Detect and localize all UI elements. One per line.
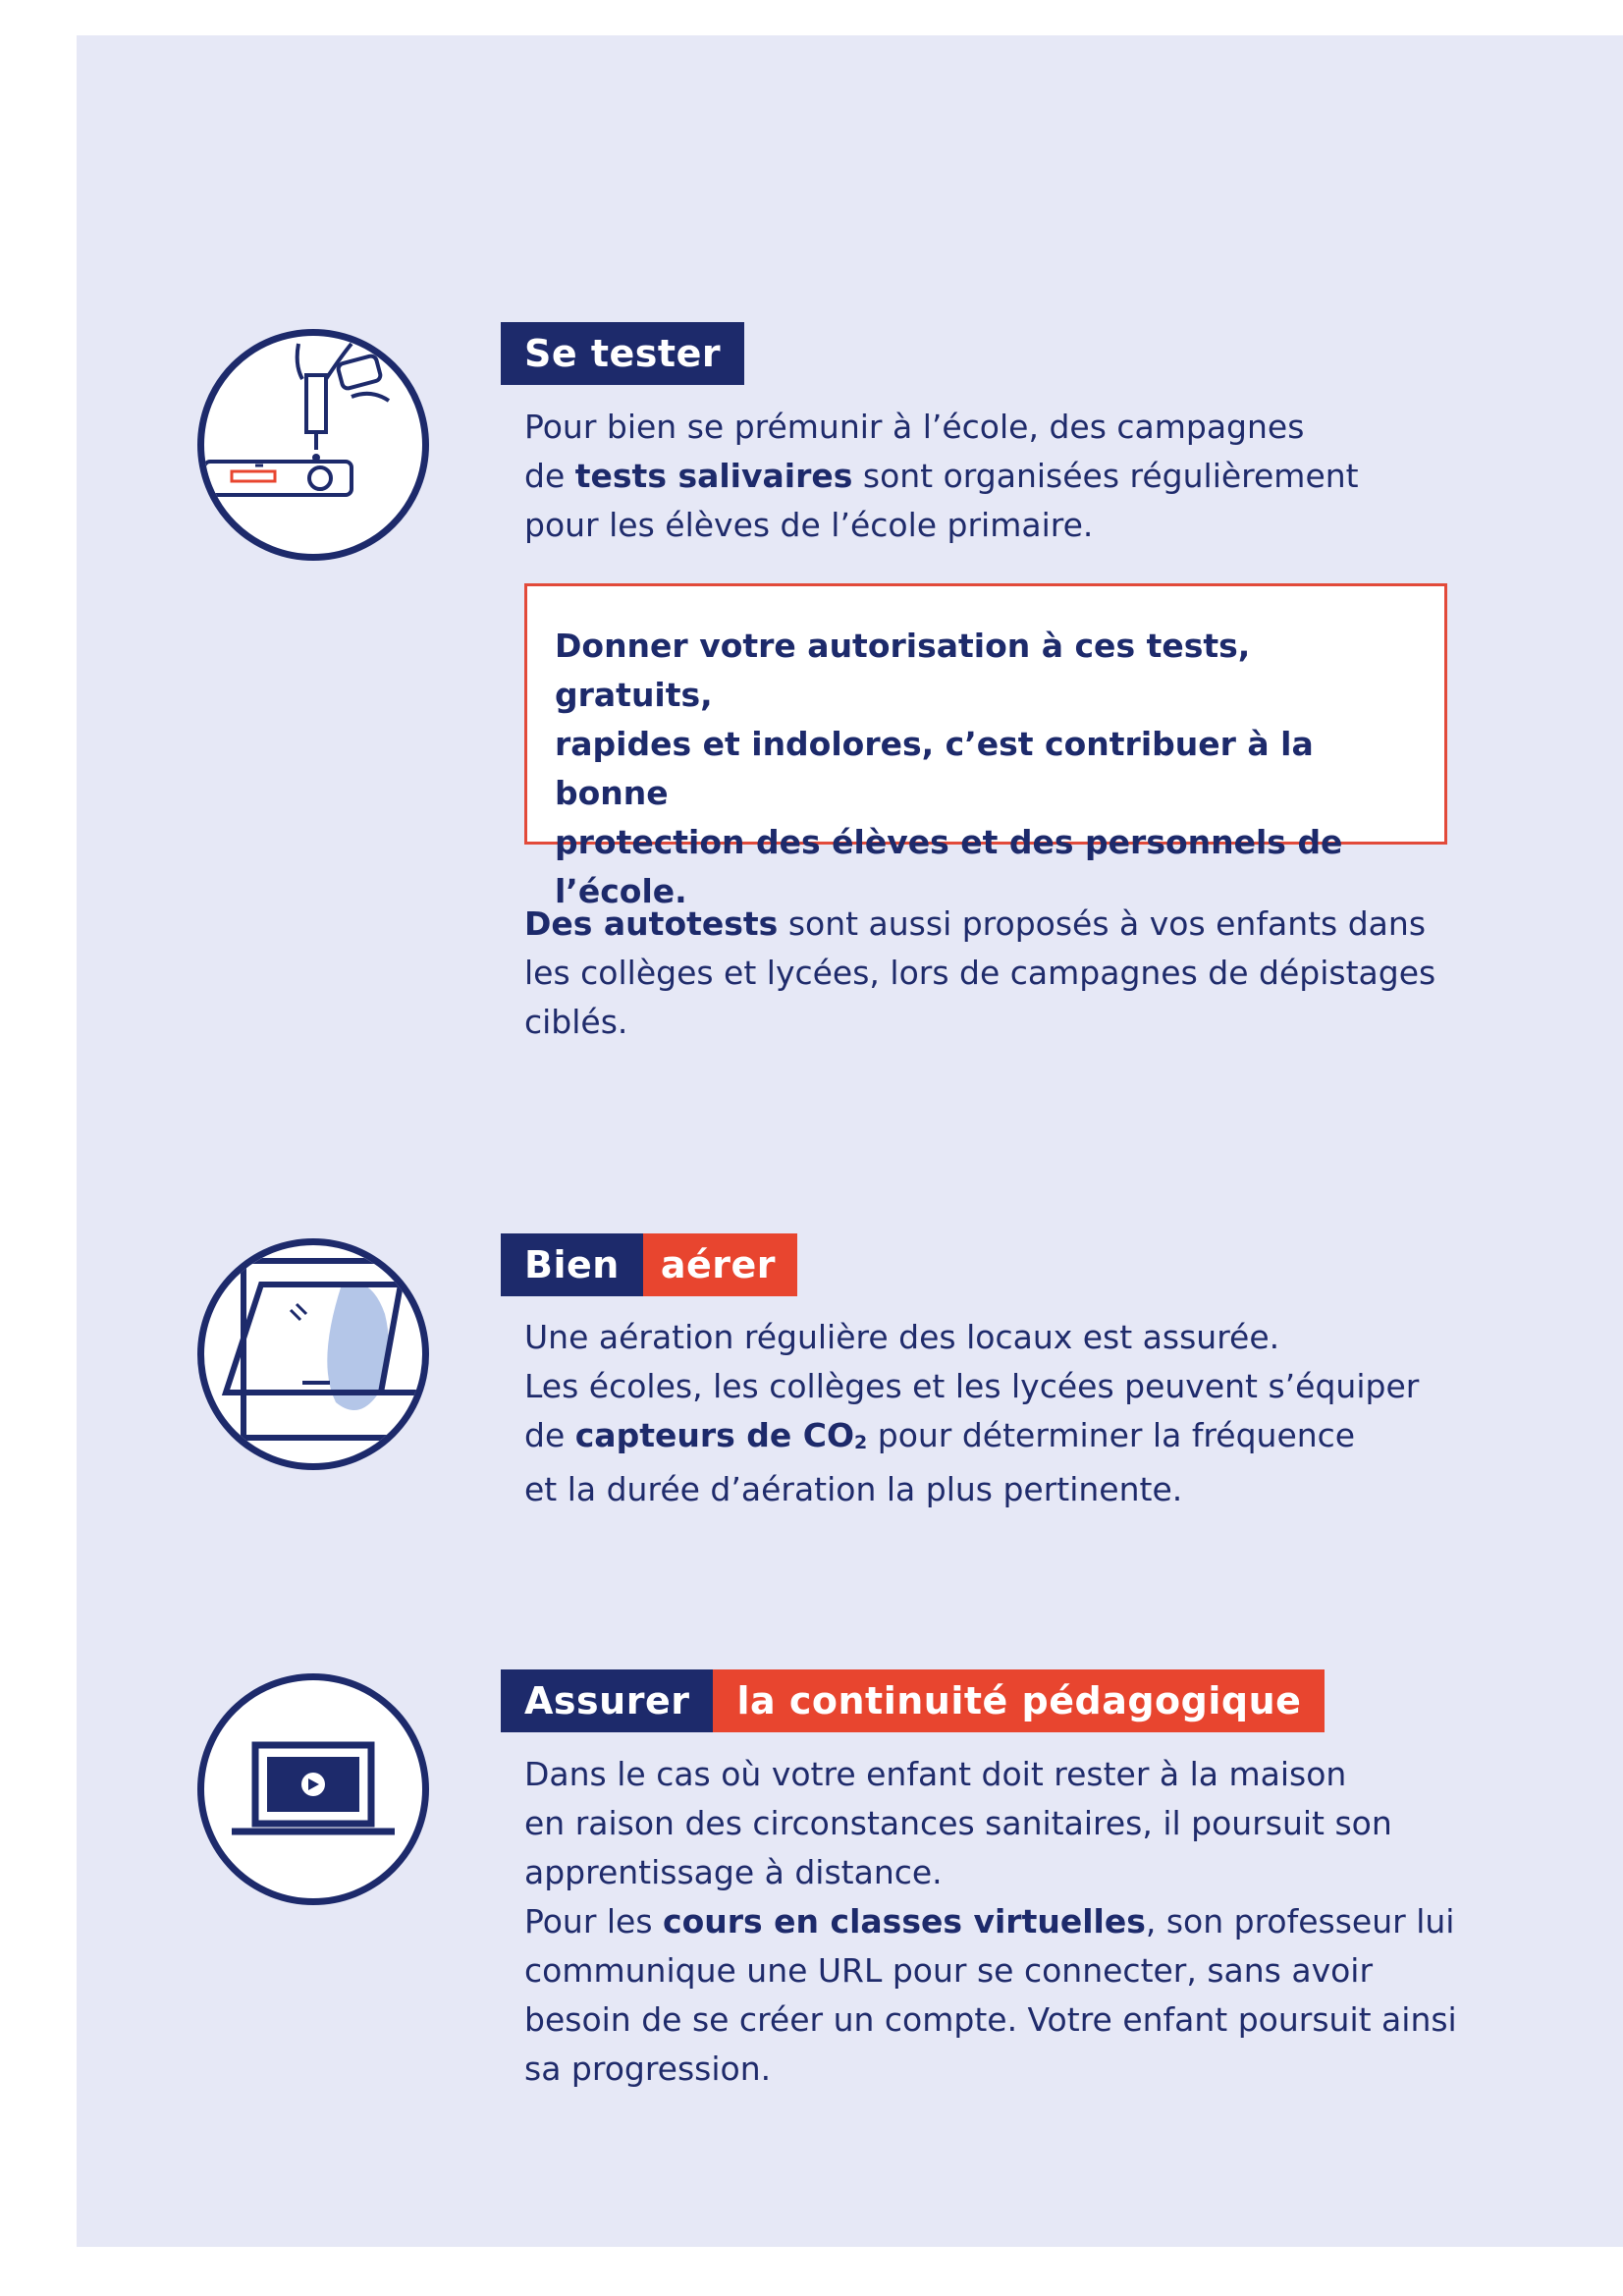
continuity-paragraph <box>524 1750 1457 2094</box>
heading-text: Bien <box>501 1233 643 1296</box>
air-paragraph <box>524 1313 1419 1514</box>
bold-text <box>575 1416 868 1454</box>
text: ciblés. <box>524 1003 628 1041</box>
section-heading-air <box>501 1233 797 1296</box>
laptop-video-icon <box>197 1673 429 1905</box>
text: Dans le cas où votre enfant doit rester à la maison <box>524 1755 1347 1793</box>
text: l’école. <box>555 872 687 910</box>
text: les collèges et lycées, lors de campagnes de dépistages <box>524 954 1436 992</box>
text: pour les élèves de l’école primaire. <box>524 506 1094 544</box>
text: en raison des circonstances sanitaires, il poursuit son <box>524 1804 1392 1842</box>
text: pour déterminer la fréquence <box>867 1416 1356 1454</box>
heading-highlight: la continuité pédagogique <box>713 1669 1325 1732</box>
callout-text <box>555 622 1417 916</box>
text: , son professeur lui <box>1145 1902 1455 1941</box>
text: apprentissage à distance. <box>524 1853 943 1891</box>
section-heading-continuity <box>501 1669 1325 1732</box>
window-icon <box>197 1238 429 1470</box>
test-paragraph-2 <box>524 900 1435 1047</box>
text: Donner votre autorisation à ces tests, gratuits, <box>555 627 1251 714</box>
text: rapides et indolores, c’est contribuer à la bonne <box>555 725 1314 812</box>
text: de <box>524 457 575 495</box>
text: sont aussi proposés à vos enfants dans <box>778 904 1427 943</box>
section-heading-test <box>501 322 744 385</box>
saliva-test-icon <box>197 329 429 561</box>
text: communique une URL pour se connecter, sans avoir <box>524 1951 1374 1990</box>
text: capteurs de CO <box>574 1416 855 1454</box>
bold-text: Des autotests <box>524 904 779 943</box>
test-paragraph-1 <box>524 403 1359 550</box>
text: Pour les <box>524 1902 664 1941</box>
text: de <box>524 1416 575 1454</box>
heading-text: Assurer <box>501 1669 713 1732</box>
text: Une aération régulière des locaux est assurée. <box>524 1318 1280 1356</box>
bold-text: cours en classes virtuelles <box>663 1902 1146 1941</box>
heading-highlight: aérer <box>643 1233 797 1296</box>
text: sa progression. <box>524 2050 772 2088</box>
subscript: 2 <box>854 1432 868 1453</box>
text: besoin de se créer un compte. Votre enfant poursuit ainsi <box>524 2000 1457 2039</box>
text: Pour bien se prémunir à l’école, des campagnes <box>524 408 1305 446</box>
authorization-callout <box>524 583 1447 910</box>
text: Les écoles, les collèges et les lycées peuvent s’équiper <box>524 1367 1420 1405</box>
heading-text: Se tester <box>501 322 744 385</box>
text: protection des élèves et des personnels de <box>555 823 1343 861</box>
text: sont organisées régulièrement <box>852 457 1359 495</box>
bold-text: tests salivaires <box>574 457 853 495</box>
text: et la durée d’aération la plus pertinente. <box>524 1470 1183 1508</box>
